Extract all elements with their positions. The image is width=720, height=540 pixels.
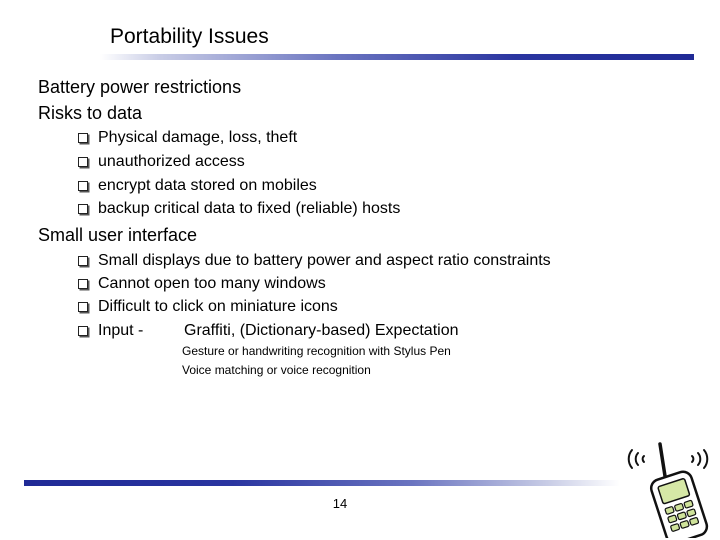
ui-item-label: Cannot open too many windows	[98, 275, 326, 292]
title-divider	[100, 54, 694, 60]
checkbox-bullet-icon	[78, 326, 88, 336]
bullet-battery-power: Battery power restrictions	[38, 77, 242, 97]
bullet-risks-to-data: Risks to data	[38, 103, 143, 123]
checkbox-bullet-icon	[78, 279, 88, 289]
bullet-small-user-interface: Small user interface	[38, 225, 198, 245]
input-detail: Voice matching or voice recognition	[182, 363, 371, 377]
slide-title: Portability Issues	[110, 25, 269, 48]
checkbox-bullet-icon	[78, 204, 88, 214]
risk-item-label: encrypt data stored on mobiles	[98, 177, 317, 194]
checkbox-bullet-icon	[78, 181, 88, 191]
input-label: Input -	[98, 322, 144, 339]
risk-item-label: unauthorized access	[98, 153, 245, 170]
checkbox-bullet-icon	[78, 302, 88, 312]
page-number: 14	[332, 496, 348, 511]
input-value: Graffiti, (Dictionary-based) Expectation	[184, 322, 459, 339]
ui-item-label: Small displays due to battery power and aspect ratio constraints	[98, 252, 551, 269]
ui-item-label: Difficult to click on miniature icons	[98, 298, 338, 315]
checkbox-bullet-icon	[78, 133, 88, 143]
footer-divider	[24, 480, 620, 486]
risk-item-label: backup critical data to fixed (reliable) hosts	[98, 200, 401, 217]
checkbox-bullet-icon	[78, 256, 88, 266]
risk-item-label: Physical damage, loss, theft	[98, 129, 298, 146]
mobile-phone-signal-icon	[618, 432, 718, 538]
checkbox-bullet-icon	[78, 157, 88, 167]
input-detail: Gesture or handwriting recognition with Stylus Pen	[182, 344, 451, 358]
